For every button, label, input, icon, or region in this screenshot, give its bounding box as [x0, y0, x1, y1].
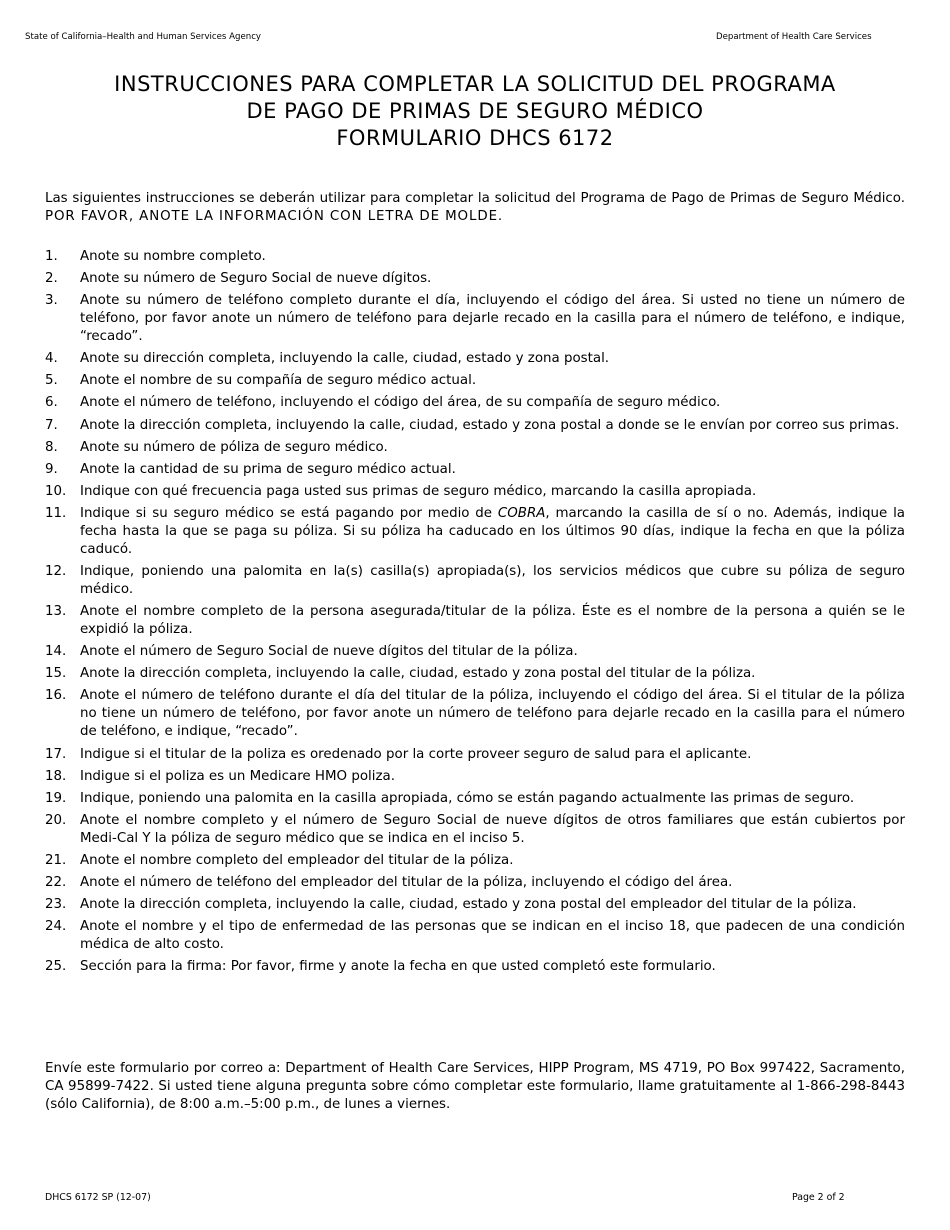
- instruction-number: 20.: [45, 812, 67, 828]
- instruction-item: [45, 439, 905, 457]
- instruction-text: Anote el número de teléfono del empleador del titular de la póliza, incluyendo el código del área.: [80, 874, 733, 890]
- intro-text: Las siguientes instrucciones se deberán utilizar para completar la solicitud del Programa de Pago de Primas de Seguro Médico.: [45, 191, 905, 206]
- page-number: Page 2 of 2: [792, 1192, 845, 1203]
- instruction-number: 7.: [45, 417, 58, 433]
- instruction-text: Indique, poniendo una palomita en la casilla apropiada, cómo se están pagando actualmente las primas de seguro.: [80, 790, 855, 806]
- instruction-item: [45, 643, 905, 661]
- instruction-text: Sección para la firma: Por favor, firme y anote la fecha en que usted completó este formulario.: [80, 959, 716, 975]
- intro-caps-note: POR FAVOR, ANOTE LA INFORMACIÓN CON LETRA DE MOLDE.: [45, 209, 504, 224]
- instruction-item: [45, 603, 905, 639]
- instruction-item: [45, 852, 905, 870]
- instruction-number: 12.: [45, 564, 67, 580]
- instruction-item: [45, 483, 905, 501]
- instruction-number: 10.: [45, 483, 67, 499]
- form-id: DHCS 6172 SP (12-07): [45, 1192, 151, 1203]
- instruction-number: 1.: [45, 249, 58, 264]
- instruction-number: 15.: [45, 666, 67, 682]
- instruction-item: [45, 958, 905, 976]
- department-header: Department of Health Care Services: [716, 32, 872, 42]
- instruction-number: 11.: [45, 505, 67, 521]
- instruction-text: Anote su número de póliza de seguro médico.: [80, 439, 388, 455]
- instruction-number: 24.: [45, 919, 67, 935]
- instruction-text: Anote la dirección completa, incluyendo la calle, ciudad, estado y zona postal del titular de la póliza.: [80, 666, 756, 682]
- instruction-number: 18.: [45, 768, 67, 784]
- instruction-list: [45, 248, 905, 980]
- instruction-item: [45, 394, 905, 412]
- instruction-text: Anote su número de teléfono completo durante el día, incluyendo el código del área. Si usted no tiene un número de teléfono, por favor anote un número de teléfono para dejarle recado en la casilla para el número de teléfono, e indique, “recado”.: [80, 293, 905, 345]
- instruction-text: Anote su número de Seguro Social de nueve dígitos.: [80, 271, 432, 287]
- instruction-text: Indique, poniendo una palomita en la(s) casilla(s) apropiada(s), los servicios médicos que cubre su póliza de seguro médico.: [80, 564, 905, 598]
- instruction-item: [45, 812, 905, 848]
- instruction-text: Anote la cantidad de su prima de seguro médico actual.: [80, 461, 456, 477]
- instruction-item: [45, 505, 905, 559]
- instruction-text: Anote la dirección completa, incluyendo la calle, ciudad, estado y zona postal a donde se le envían por correo sus primas.: [80, 417, 900, 433]
- instruction-number: 9.: [45, 461, 58, 477]
- instruction-number: 25.: [45, 959, 67, 975]
- instruction-item: [45, 372, 905, 390]
- instruction-item: [45, 896, 905, 914]
- instruction-text: Indigue si el titular de la poliza es oredenado por la corte proveer seguro de salud para el aplicante.: [80, 746, 752, 762]
- instruction-text: Anote la dirección completa, incluyendo la calle, ciudad, estado y zona postal del empleador del titular de la póliza.: [80, 897, 857, 913]
- instruction-text: Anote el nombre y el tipo de enfermedad de las personas que se indican en el inciso 18, que padecen de una condición médica de alto costo.: [80, 919, 905, 953]
- instruction-item: [45, 687, 905, 741]
- instruction-text: Anote el nombre completo y el número de Seguro Social de nueve dígitos de otros familiares que están cubiertos por Medi-Cal Y la póliza de seguro médico que se indica en el inciso 5.: [80, 812, 905, 846]
- instruction-item: [45, 417, 905, 435]
- instruction-text: Anote el nombre completo del empleador del titular de la póliza.: [80, 852, 514, 868]
- page-title: [40, 71, 910, 152]
- instruction-item: [45, 350, 905, 368]
- instruction-item: [45, 746, 905, 764]
- instruction-item: [45, 790, 905, 808]
- instruction-item: [45, 768, 905, 786]
- instruction-number: 6.: [45, 395, 58, 411]
- instruction-text: Indique si su seguro médico se está pagando por medio de COBRA, marcando la casilla de sí o no. Además, indique la fecha hasta la que se paga su póliza. Si su póliza ha caducado en los últimos 90 días, indique la fecha en que la póliza caducó.: [80, 505, 906, 557]
- instruction-text: Anote el número de teléfono, incluyendo el código del área, de su compañía de seguro médico.: [80, 395, 721, 411]
- title-line-2: DE PAGO DE PRIMAS DE SEGURO MÉDICO: [246, 99, 704, 123]
- instruction-item: [45, 292, 905, 346]
- intro-paragraph: [45, 190, 905, 226]
- instruction-item: [45, 874, 905, 892]
- agency-header: State of California–Health and Human Services Agency: [25, 32, 262, 42]
- instruction-item: [45, 563, 905, 599]
- instruction-text: Anote su dirección completa, incluyendo la calle, ciudad, estado y zona postal.: [80, 351, 610, 367]
- instruction-number: 16.: [45, 688, 67, 704]
- instruction-number: 23.: [45, 897, 67, 913]
- instruction-text: Indique con qué frecuencia paga usted sus primas de seguro médico, marcando la casilla apropiada.: [80, 483, 757, 499]
- instruction-item: [45, 665, 905, 683]
- instruction-item: [45, 918, 905, 954]
- instruction-text: Anote el nombre completo de la persona asegurada/titular de la póliza. Éste es el nombre de la persona a quién se le expidió la póliza.: [80, 604, 905, 638]
- instruction-text: Anote su nombre completo.: [80, 249, 266, 264]
- title-line-1: INSTRUCCIONES PARA COMPLETAR LA SOLICITUD DEL PROGRAMA: [114, 72, 836, 96]
- title-line-3: FORMULARIO DHCS 6172: [336, 126, 614, 150]
- instruction-number: 2.: [45, 271, 58, 287]
- instruction-text: Anote el número de teléfono durante el día del titular de la póliza, incluyendo el código del área. Si el titular de la póliza no tiene un número de teléfono, por favor anote un número de teléfono para dejarle recado en la casilla para el número de teléfono, e indique, “recado”.: [80, 688, 905, 740]
- instruction-text: Indigue si el poliza es un Medicare HMO poliza.: [80, 768, 395, 784]
- instruction-item: [45, 461, 905, 479]
- instruction-text: Anote el nombre de su compañía de seguro médico actual.: [80, 373, 477, 389]
- instruction-number: 21.: [45, 852, 67, 868]
- instruction-number: 5.: [45, 373, 58, 389]
- instruction-number: 22.: [45, 874, 67, 890]
- closing-paragraph: Envíe este formulario por correo a: Department of Health Care Services, HIPP Program, MS 4719, PO Box 997422, Sacramento, CA 95899-7422. Si usted tiene alguna pregunta sobre cómo completar este formulario, llame gratuitamente al 1-866-298-8443 (sólo California), de 8:00 a.m.–5:00 p.m., de lunes a viernes.: [45, 1061, 905, 1112]
- instruction-text: Anote el número de Seguro Social de nueve dígitos del titular de la póliza.: [80, 644, 578, 660]
- instruction-number: 3.: [45, 293, 58, 309]
- instruction-item: [45, 248, 905, 266]
- instruction-number: 14.: [45, 644, 67, 660]
- instruction-number: 17.: [45, 746, 67, 762]
- instruction-number: 19.: [45, 790, 67, 806]
- instruction-number: 8.: [45, 439, 58, 455]
- instruction-number: 4.: [45, 351, 58, 367]
- instruction-item: [45, 270, 905, 288]
- instruction-number: 13.: [45, 604, 67, 620]
